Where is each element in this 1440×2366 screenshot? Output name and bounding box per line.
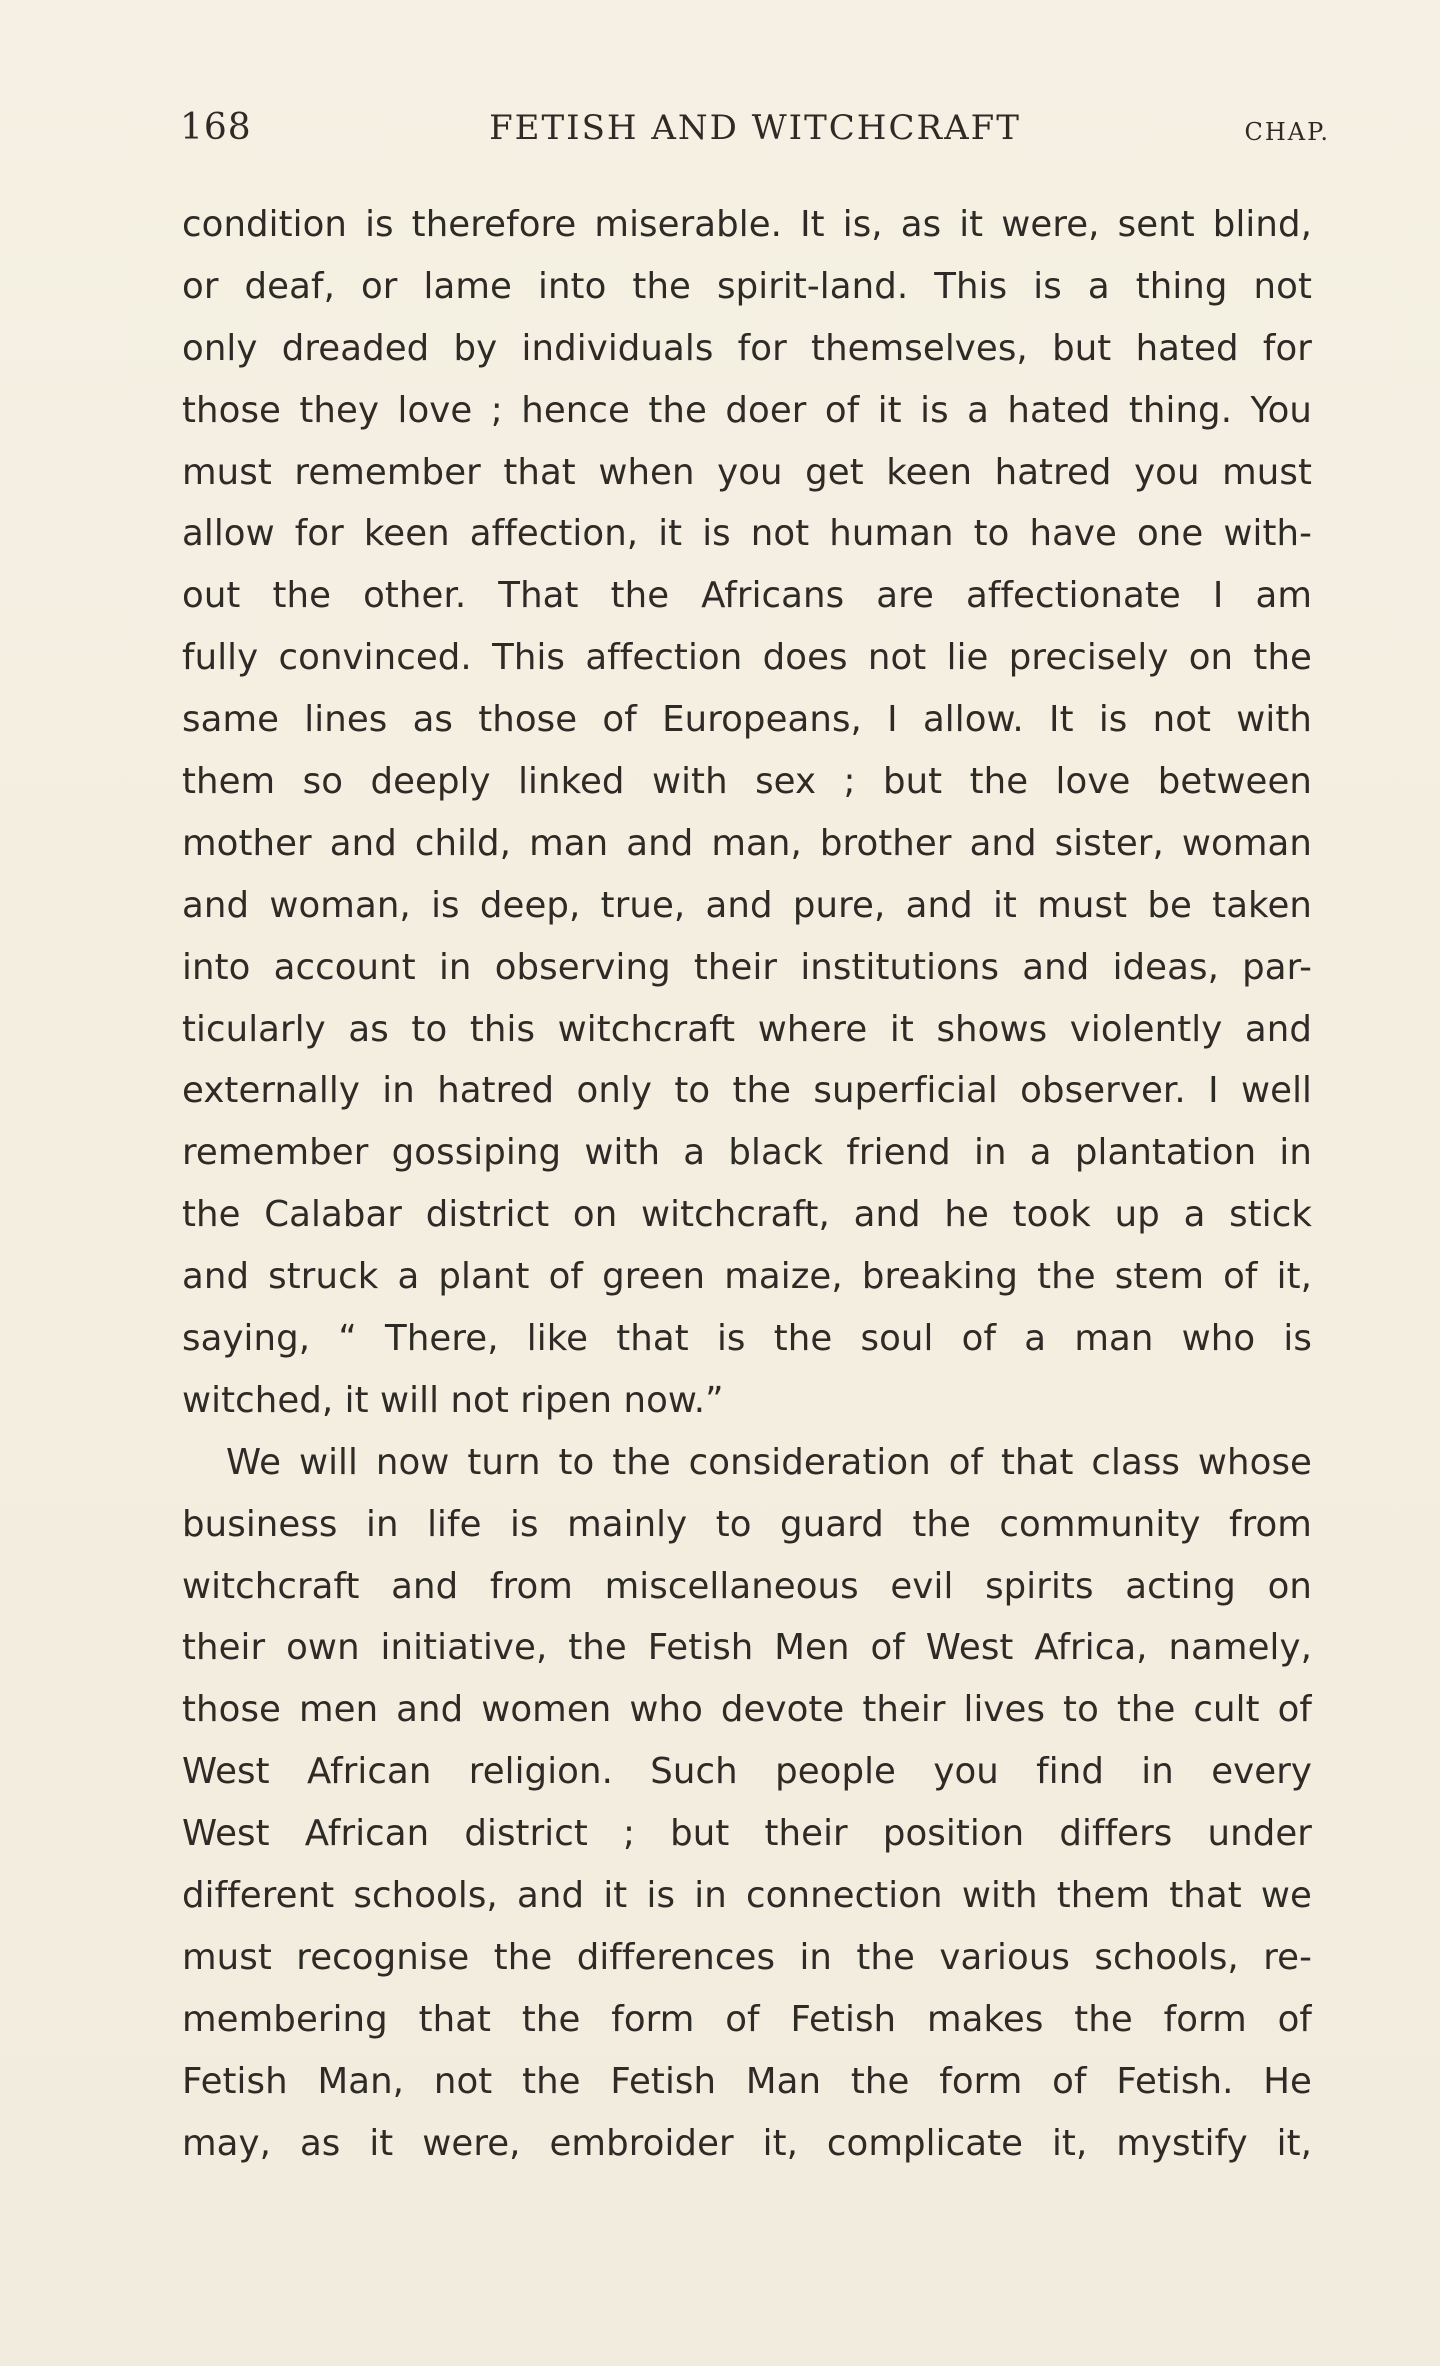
text-line: externally in hatred only to the superficial observer. I well (182, 1070, 1312, 1112)
text-line: same lines as those of Europeans, I allow. It is not with (182, 699, 1312, 741)
text-line: must recognise the differences in the various schools, re- (182, 1936, 1312, 1978)
paragraph-1 (182, 194, 1312, 1432)
text-line: and woman, is deep, true, and pure, and it must be taken (182, 884, 1312, 926)
text-line: mother and child, man and man, brother and sister, woman (182, 822, 1312, 864)
text-line: fully convinced. This affection does not lie precisely on the (182, 637, 1312, 679)
body-text (182, 194, 1312, 2175)
text-line: remember gossiping with a black friend in a plantation in (182, 1132, 1312, 1174)
text-line: different schools, and it is in connection with them that we (182, 1875, 1312, 1917)
text-line: witched, it will not ripen now.” (182, 1379, 724, 1421)
text-line: must remember that when you get keen hatred you must (182, 451, 1312, 493)
text-line: them so deeply linked with sex ; but the love between (182, 761, 1312, 803)
text-line: may, as it were, embroider it, complicate it, mystify it, (182, 2122, 1312, 2164)
text-line: ticularly as to this witchcraft where it shows violently and (182, 1008, 1312, 1050)
text-line: the Calabar district on witchcraft, and he took up a stick (182, 1194, 1312, 1236)
text-line: business in life is mainly to guard the community from (182, 1503, 1312, 1545)
text-line: out the other. That the Africans are affectionate I am (182, 575, 1312, 617)
running-title: FETISH AND WITCHCRAFT (489, 108, 1021, 148)
text-line: witchcraft and from miscellaneous evil spirits acting on (182, 1565, 1312, 1607)
running-head (180, 100, 1330, 156)
text-line: those men and women who devote their lives to the cult of (182, 1689, 1312, 1731)
text-line: those they love ; hence the doer of it is a hated thing. You (182, 389, 1312, 431)
text-line: their own initiative, the Fetish Men of West Africa, namely, (182, 1627, 1312, 1669)
text-line: Fetish Man, not the Fetish Man the form of Fetish. He (182, 2060, 1312, 2102)
paragraph-2 (182, 1432, 1312, 2175)
text-line: and struck a plant of green maize, breaking the stem of it, (182, 1256, 1312, 1298)
page-number: 168 (180, 107, 252, 148)
text-line: membering that the form of Fetish makes the form of (182, 1998, 1312, 2040)
text-line: West African district ; but their position differs under (182, 1813, 1312, 1855)
chapter-mark: CHAP. (1244, 118, 1330, 146)
text-line: allow for keen affection, it is not human to have one with- (182, 513, 1312, 555)
text-line: saying, “ There, like that is the soul of a man who is (182, 1318, 1312, 1360)
text-line: only dreaded by individuals for themselves, but hated for (182, 327, 1312, 369)
text-line: condition is therefore miserable. It is, as it were, sent blind, (182, 204, 1312, 245)
text-line: West African religion. Such people you find in every (182, 1751, 1312, 1793)
text-line: We will now turn to the consideration of that class whose (226, 1441, 1312, 1483)
text-line: into account in observing their institutions and ideas, par- (182, 946, 1312, 988)
text-line: or deaf, or lame into the spirit-land. This is a thing not (182, 265, 1312, 307)
